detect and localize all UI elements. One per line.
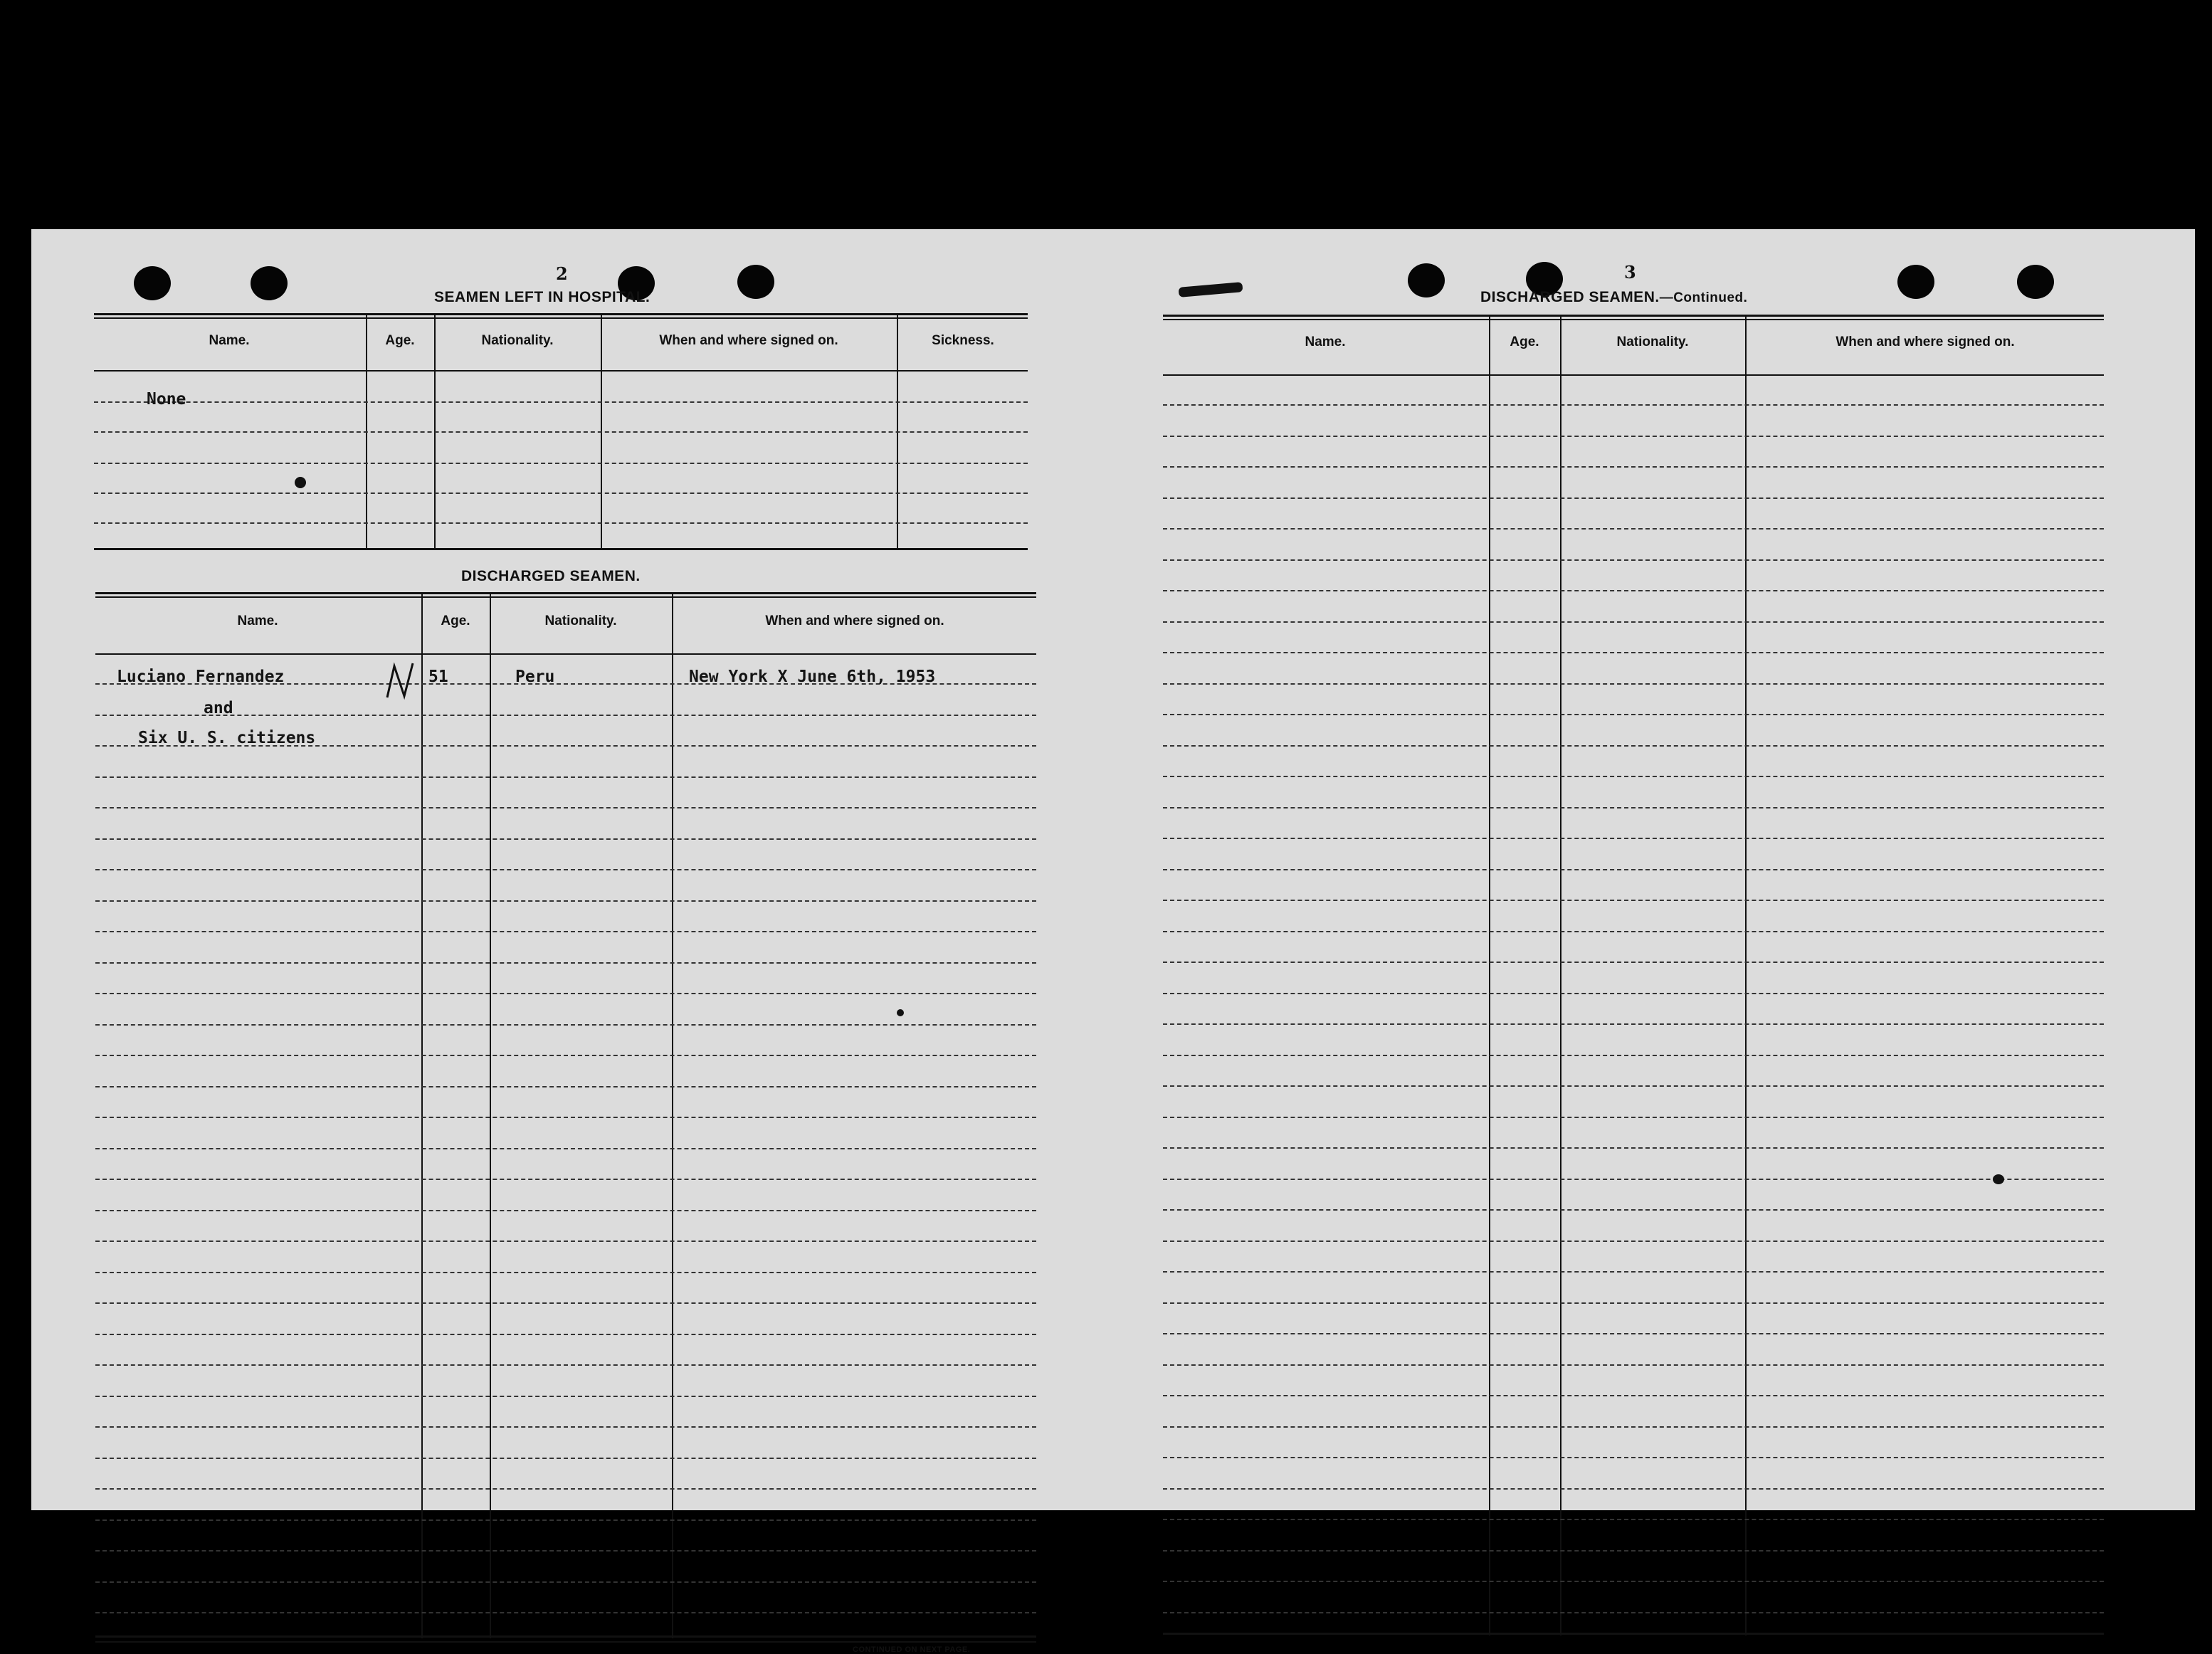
discharged-section-title: DISCHARGED SEAMEN. — [461, 568, 641, 584]
punch-hole — [737, 265, 774, 299]
ruled-line — [1163, 1302, 2104, 1304]
ruled-line — [1163, 838, 2104, 839]
ruled-line — [95, 807, 1036, 808]
discharged-continued-title-main: DISCHARGED SEAMEN. — [1480, 289, 1660, 305]
continued-header-signed-on: When and where signed on. — [1836, 335, 2015, 349]
ruled-line — [1163, 590, 2104, 591]
hospital-header-signed-on: When and where signed on. — [659, 333, 838, 348]
ruled-line — [1163, 1519, 2104, 1520]
hospital-header-sickness: Sickness. — [932, 333, 994, 348]
ruled-line — [1163, 869, 2104, 870]
ruled-line — [1163, 621, 2104, 623]
discharged-continued-table — [1163, 315, 2104, 1641]
continued-header-name: Name. — [1305, 335, 1346, 349]
ruled-line — [95, 1458, 1036, 1459]
ruled-line — [95, 776, 1036, 778]
ruled-line — [1163, 1395, 2104, 1396]
ruled-line — [95, 1426, 1036, 1428]
ruled-line — [95, 715, 1036, 716]
ruled-line — [95, 1396, 1036, 1397]
page-number: 2 — [556, 263, 568, 284]
ruled-line — [95, 1024, 1036, 1026]
discharged-continued-title-suffix: —Continued. — [1659, 290, 1748, 305]
ruled-line — [1163, 528, 2104, 530]
ruled-line — [95, 1055, 1036, 1056]
ruled-line — [1163, 900, 2104, 901]
ink-blot — [897, 1009, 904, 1016]
ruled-line — [1163, 1426, 2104, 1428]
ruled-line — [1163, 559, 2104, 561]
hospital-table — [94, 313, 1028, 565]
discharged-header-nationality: Nationality. — [544, 613, 617, 628]
ruled-line — [1163, 931, 2104, 932]
ruled-line — [95, 838, 1036, 840]
ruled-line — [1163, 745, 2104, 747]
ruled-line — [1163, 404, 2104, 406]
ruled-line — [1163, 497, 2104, 499]
discharged-row-name: and — [204, 699, 233, 717]
discharged-row-age: 51 — [428, 668, 448, 686]
ruled-line — [95, 962, 1036, 964]
ruled-line — [1163, 1179, 2104, 1180]
continued-footer: CONTINUED ON NEXT PAGE. — [853, 1645, 971, 1654]
ruled-line — [1163, 1271, 2104, 1273]
discharged-table — [95, 592, 1036, 1641]
ruled-line — [95, 869, 1036, 870]
ruled-line — [1163, 683, 2104, 685]
ruled-line — [95, 993, 1036, 994]
ink-blot — [295, 477, 306, 488]
ruled-line — [1163, 466, 2104, 468]
hospital-header-nationality: Nationality. — [481, 333, 554, 348]
punch-hole — [134, 266, 171, 300]
handwritten-check-mark — [383, 660, 417, 700]
discharged-continued-title — [1480, 289, 1747, 306]
ruled-line — [1163, 1550, 2104, 1552]
ruled-line — [1163, 1581, 2104, 1582]
ruled-line — [95, 1302, 1036, 1304]
hospital-header-age: Age. — [385, 333, 415, 348]
ruled-line — [1163, 436, 2104, 437]
discharged-row-signed-on: New York X June 6th, 1953 — [689, 668, 936, 686]
ruled-line — [95, 1364, 1036, 1366]
ruled-line — [95, 1210, 1036, 1211]
ruled-line — [95, 1086, 1036, 1087]
ruled-line — [95, 1240, 1036, 1242]
ruled-line — [95, 1334, 1036, 1335]
ink-blot — [1993, 1174, 2004, 1184]
ruled-line — [95, 900, 1036, 902]
hospital-section-title: SEAMEN LEFT IN HOSPITAL. — [434, 289, 651, 305]
continued-header-nationality: Nationality. — [1616, 335, 1689, 349]
discharged-header-signed-on: When and where signed on. — [765, 613, 944, 628]
hospital-header-name: Name. — [209, 333, 250, 348]
discharged-row-name: Six U. S. citizens — [138, 729, 316, 747]
ruled-line — [1163, 993, 2104, 994]
ink-smudge — [1179, 282, 1243, 297]
ruled-line — [95, 931, 1036, 932]
ruled-line — [95, 1612, 1036, 1613]
discharged-header-age: Age. — [441, 613, 470, 628]
ruled-line — [95, 1550, 1036, 1552]
ruled-line — [1163, 1612, 2104, 1613]
ruled-line — [95, 1148, 1036, 1149]
punch-hole — [1897, 265, 1934, 299]
ruled-line — [1163, 1085, 2104, 1087]
ruled-line — [1163, 1147, 2104, 1149]
discharged-row-name: Luciano Fernandez — [117, 668, 285, 686]
ruled-line — [1163, 652, 2104, 653]
ruled-line — [1163, 1055, 2104, 1056]
punch-hole — [2017, 265, 2054, 299]
left-page — [31, 229, 1116, 1654]
ruled-line — [1163, 1117, 2104, 1118]
ruled-line — [1163, 1364, 2104, 1366]
ruled-line — [95, 1179, 1036, 1180]
ruled-line — [1163, 962, 2104, 963]
punch-hole — [1408, 263, 1445, 297]
ruled-line — [1163, 807, 2104, 808]
punch-hole — [251, 266, 288, 300]
ruled-line — [95, 1519, 1036, 1521]
ruled-line — [1163, 1209, 2104, 1211]
continued-header-age: Age. — [1510, 335, 1539, 349]
ruled-line — [95, 1117, 1036, 1118]
ruled-line — [95, 1272, 1036, 1273]
discharged-header-name: Name. — [237, 613, 278, 628]
ruled-line — [95, 1488, 1036, 1490]
discharged-row-nationality: Peru — [515, 668, 555, 686]
right-page — [1110, 229, 2195, 1510]
hospital-entry-none: None — [147, 390, 186, 409]
ruled-line — [1163, 1333, 2104, 1334]
ruled-line — [1163, 1240, 2104, 1242]
ruled-line — [1163, 1488, 2104, 1490]
ruled-line — [1163, 776, 2104, 777]
page-number: 3 — [1624, 262, 1636, 283]
ruled-line — [95, 1581, 1036, 1583]
ruled-line — [1163, 1023, 2104, 1025]
ruled-line — [1163, 714, 2104, 715]
ruled-line — [1163, 1457, 2104, 1458]
